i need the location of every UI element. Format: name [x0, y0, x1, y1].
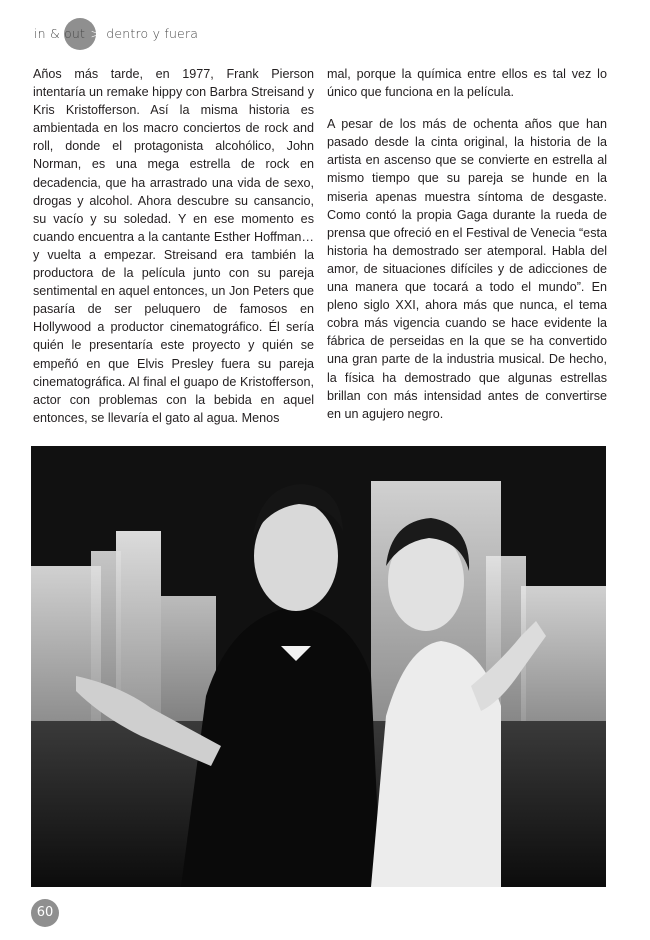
article-paragraph: mal, porque la química entre ellos es tal vez lo único que funciona en la película.	[327, 67, 607, 100]
article-column-right	[327, 65, 607, 437]
section-separator: >	[90, 26, 102, 41]
section-title	[34, 26, 198, 41]
film-still-illustration	[31, 446, 606, 887]
section-label-in-out: in & out	[34, 26, 86, 41]
section-label-dentro-y-fuera: dentro y fuera	[106, 26, 199, 41]
article-column-left	[33, 65, 314, 427]
page-number: 60	[31, 899, 59, 927]
article-paragraph: Años más tarde, en 1977, Frank Pierson intentaría un remake hippy con Barbra Streisand y Kris Kristofferson. Así la misma historia es ambientada en los macro conciertos de rock and roll, donde el protagonista alcohólico, John Norman, es una mega estrella de rock en decadencia, que ha arrastrado una vida de sexo, drogas y alcohol. Ahora descubre su cansancio, su vacío y su soledad. Y en ese momento es cuando encuentra a la cantante Esther Hoffman… y vuelta a empezar. Streisand era también la productora de la película junto con su pareja sentimental en aquel entonces, un Jon Peters que pasaría de ser peluquero de famosos en Hollywood a productor cinematográfico. Él sería quién le presentaría este proyecto y quién se empeñó en que Elvis Presley fuera su pareja cinematográfica. Al final el guapo de Kristofferson, actor con problemas con la bebida en aquel entonces, se llevaría el gato al agua. Menos	[33, 67, 314, 425]
article-photo	[31, 446, 606, 887]
article-paragraph: A pesar de los más de ochenta años que han pasado desde la cinta original, la historia de la artista en ascenso que se convierte en estrella al mismo tiempo que su pareja se hunde en la miseria apenas muestra síntoma de desgaste. Como contó la propia Gaga durante la rueda de prensa que ofreció en el Festival de Venecia “esta historia ha demostrado ser atemporal. Habla del amor, de situaciones difíciles y de adicciones de una manera que tocará a todo el mundo”. En pleno siglo XXI, ahora más que nunca, el tema cobra más vigencia cuando se hace evidente la fábrica de perseidas en la que se ha convertido una gran parte de la industria musical. De hecho, la física ha demostrado que algunas estrellas brillan con más intensidad antes de convertirse en un agujero negro.	[327, 117, 607, 421]
section-header	[34, 18, 234, 48]
